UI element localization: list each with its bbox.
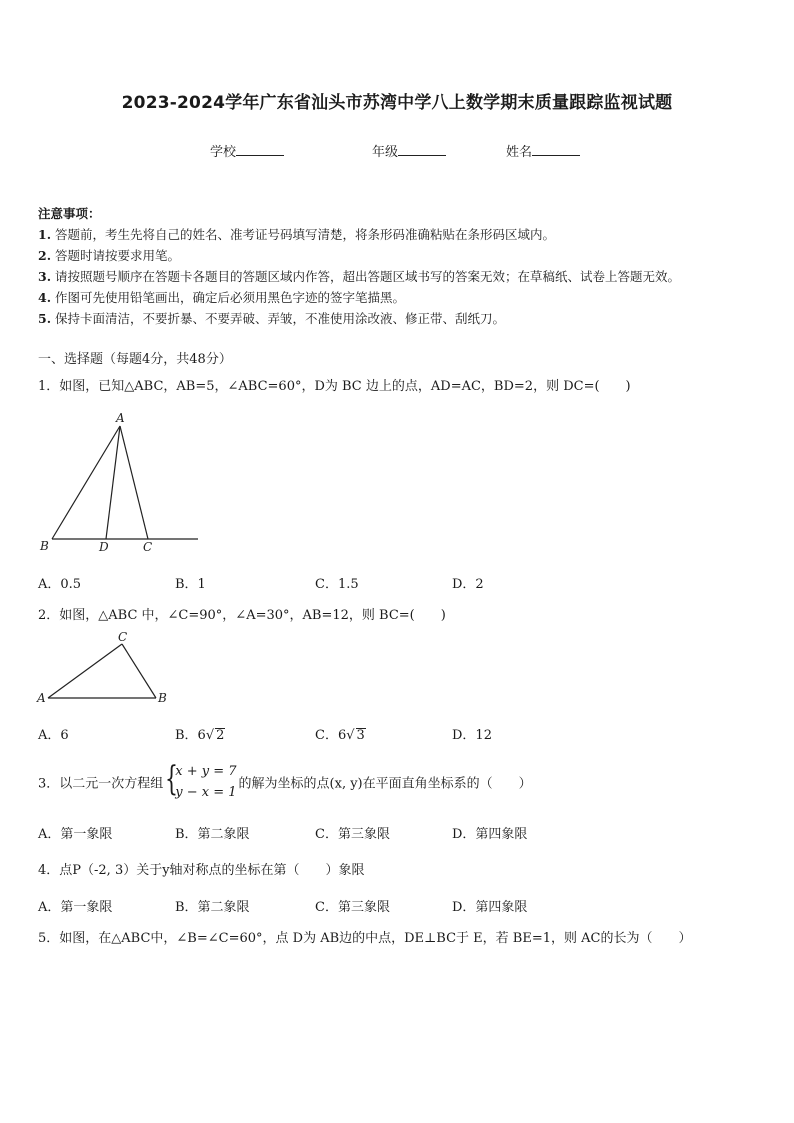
segment-ac xyxy=(48,644,122,698)
option-b[interactable] xyxy=(175,724,225,743)
question-4-text: 4．点P（-2, 3）关于y轴对称点的坐标在第（ ）象限 xyxy=(38,863,365,878)
school-field[interactable] xyxy=(210,141,284,160)
note-text: 答题时请按要求用笔。 xyxy=(55,248,181,263)
option-d[interactable]: D．2 xyxy=(452,577,484,592)
name-field[interactable] xyxy=(506,141,580,160)
notes-block xyxy=(38,203,680,329)
option-b-radicand: 2 xyxy=(216,728,225,743)
equation-1: x + y = 7 xyxy=(175,764,237,779)
segment-ac xyxy=(120,426,148,539)
note-item xyxy=(38,308,680,329)
option-c[interactable]: C．第三象限 xyxy=(315,827,390,842)
note-number: 5. xyxy=(38,311,52,326)
option-b[interactable]: B．1 xyxy=(175,577,206,592)
option-b[interactable]: B．第二象限 xyxy=(175,900,250,915)
segment-ab xyxy=(52,426,120,539)
question-3-text xyxy=(38,761,532,803)
note-number: 1. xyxy=(38,227,52,242)
equation-2: y − x = 1 xyxy=(175,785,237,800)
option-b-prefix: B．6 xyxy=(175,728,206,743)
option-d[interactable]: D．第四象限 xyxy=(452,827,528,842)
notes-heading: 注意事项： xyxy=(38,206,101,221)
grade-field[interactable] xyxy=(372,141,446,160)
name-blank[interactable] xyxy=(532,142,580,156)
note-item xyxy=(38,224,680,245)
option-c[interactable] xyxy=(315,724,366,743)
vertex-label-c: C xyxy=(118,630,128,644)
option-a[interactable]: A．6 xyxy=(38,728,69,743)
sqrt-icon: √ xyxy=(346,728,355,743)
option-c[interactable]: C．1.5 xyxy=(315,577,359,592)
note-text: 保持卡面清洁，不要折暴、不要弄破、弄皱，不准使用涂改液、修正带、刮纸刀。 xyxy=(55,311,506,326)
question-2-text: 2．如图，△ABC 中，∠C=90°，∠A=30°，AB=12，则 BC=( ) xyxy=(38,608,446,623)
note-number: 2. xyxy=(38,248,52,263)
option-d[interactable]: D．第四象限 xyxy=(452,900,528,915)
question-2-figure xyxy=(34,630,174,710)
vertex-label-a: A xyxy=(116,411,125,425)
note-item xyxy=(38,287,680,308)
note-text: 答题前，考生先将自己的姓名、准考证号码填写清楚，将条形码准确粘贴在条形码区域内。 xyxy=(55,227,556,242)
note-text: 作图可先使用铅笔画出，确定后必须用黑色字迹的签字笔描黑。 xyxy=(55,290,406,305)
option-c-radicand: 3 xyxy=(356,728,365,743)
note-number: 4. xyxy=(38,290,52,305)
grade-label: 年级 xyxy=(372,145,399,160)
segment-ad xyxy=(106,426,120,539)
question-1-figure xyxy=(36,408,206,556)
question-1-text: 1．如图，已知△ABC，AB=5，∠ABC=60°，D为 BC 边上的点，AD=AC，BD=2，则 DC=( ) xyxy=(38,379,631,394)
name-label: 姓名 xyxy=(506,145,533,160)
note-number: 3. xyxy=(38,269,52,284)
school-label: 学校 xyxy=(210,145,237,160)
vertex-label-d: D xyxy=(99,540,109,554)
equation-system xyxy=(165,761,236,803)
page-title: 2023-2024学年广东省汕头市苏湾中学八上数学期末质量跟踪监视试题 xyxy=(121,93,673,113)
vertex-label-b: B xyxy=(40,539,49,553)
note-item xyxy=(38,266,680,287)
option-a[interactable]: A．第一象限 xyxy=(38,827,113,842)
question-3-suffix: 的解为坐标的点(x, y)在平面直角坐标系的（ ） xyxy=(238,776,532,792)
vertex-label-a: A xyxy=(37,691,46,705)
option-c[interactable]: C．第三象限 xyxy=(315,900,390,915)
section-heading: 一、选择题（每题4分，共48分） xyxy=(38,352,232,367)
option-a[interactable]: A．第一象限 xyxy=(38,900,113,915)
option-a[interactable]: A．0.5 xyxy=(38,577,82,592)
question-3-prefix: 3．以二元一次方程组 xyxy=(38,776,164,792)
option-c-prefix: C．6 xyxy=(315,728,347,743)
sqrt-icon: √ xyxy=(205,728,215,743)
option-d[interactable]: D．12 xyxy=(452,728,492,743)
option-b[interactable]: B．第二象限 xyxy=(175,827,250,842)
question-5-text: 5．如图，在△ABC中，∠B=∠C=60°，点 D为 AB边的中点，DE⊥BC于 E，若 BE=1，则 AC的长为（ ） xyxy=(38,931,692,946)
vertex-label-b: B xyxy=(158,691,167,705)
vertex-label-c: C xyxy=(143,540,153,554)
school-blank[interactable] xyxy=(236,142,284,156)
brace-icon: { xyxy=(165,759,179,799)
grade-blank[interactable] xyxy=(398,142,446,156)
segment-cb xyxy=(122,644,156,698)
note-text: 请按照题号顺序在答题卡各题目的答题区域内作答，超出答题区域书写的答案无效；在草稿纸、试卷上答题无效。 xyxy=(55,269,681,284)
note-item xyxy=(38,245,680,266)
